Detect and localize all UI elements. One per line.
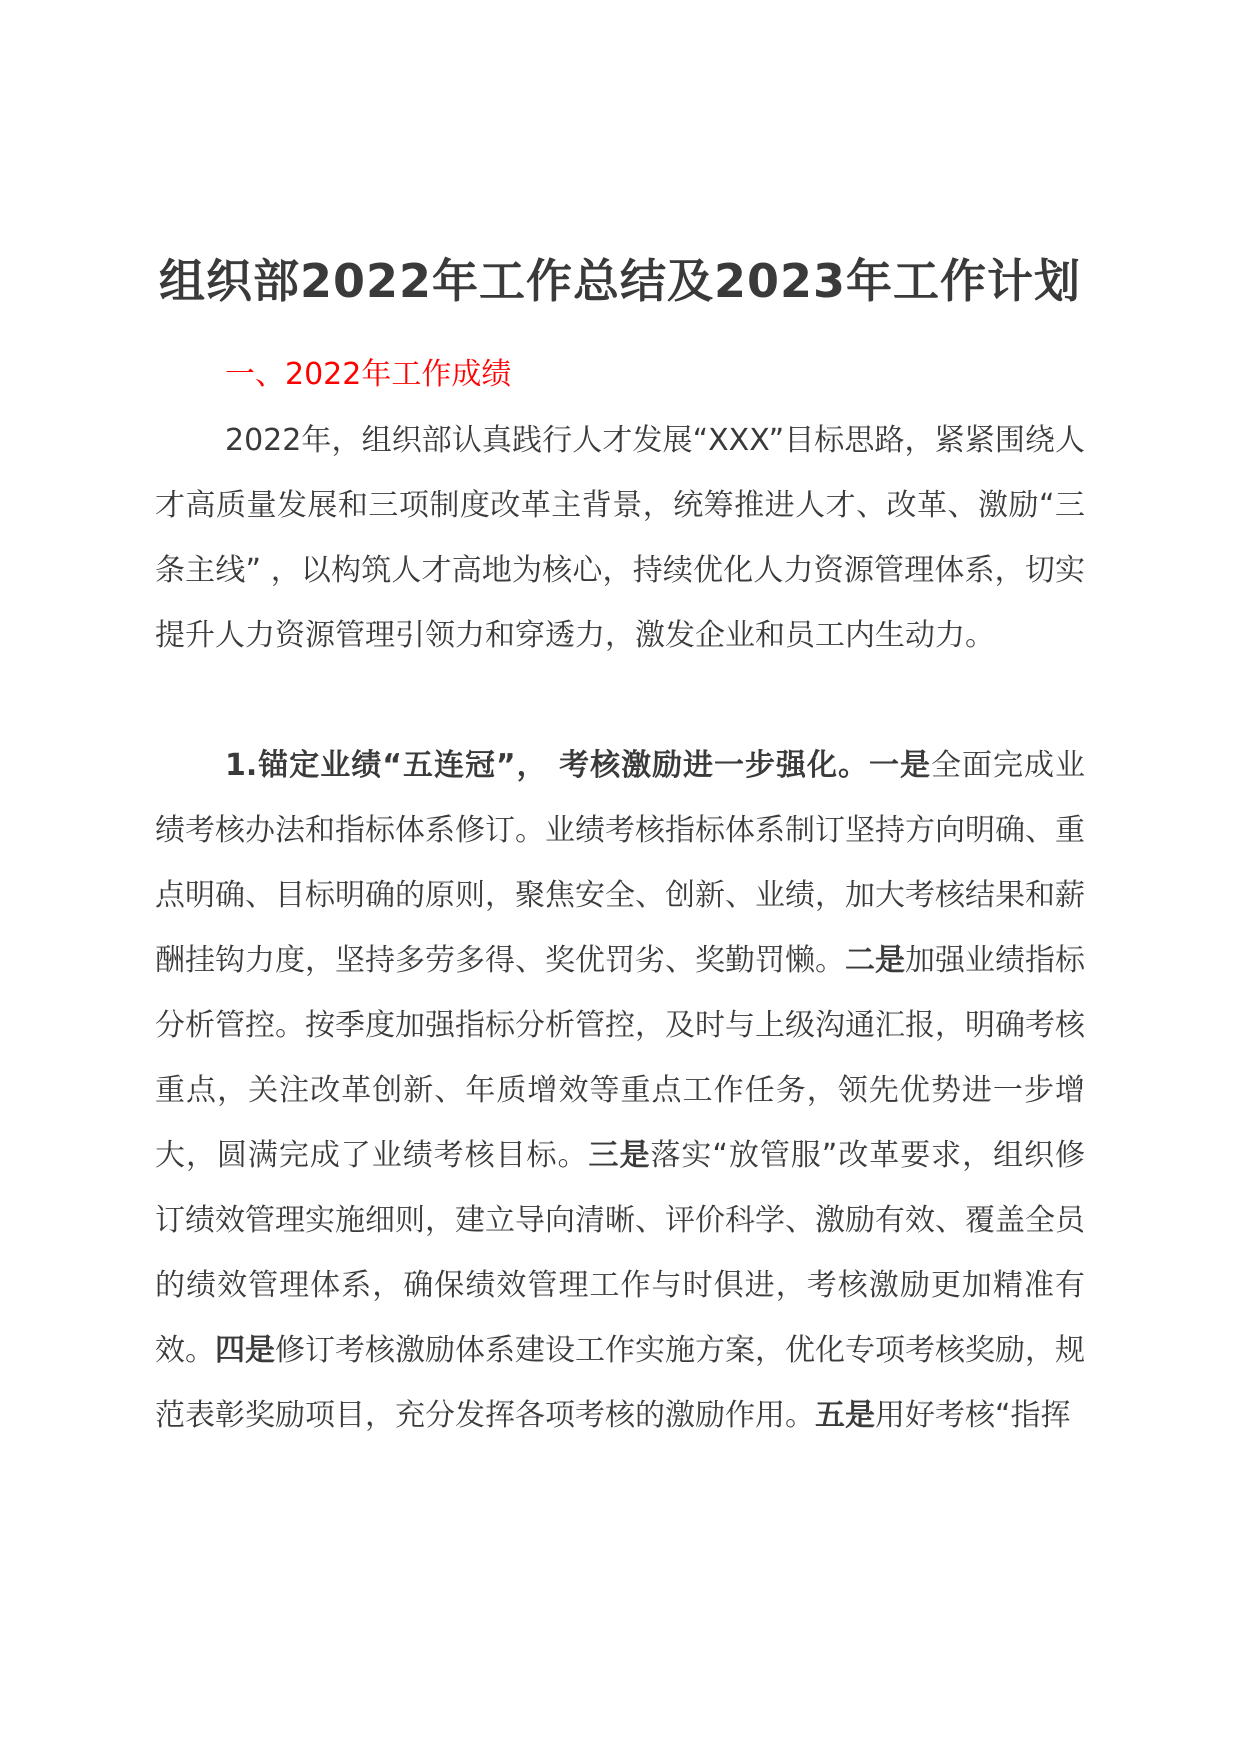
paragraph-text: 全面完成业绩考核办法和指标体系修订。业绩考核指标体系制订坚持方向明确、重点明确、目标明确的原则，聚焦安全、创新、业绩，加大考核结果和薪酬挂钩力度，坚持多劳多得、奖优罚劣、奖勤罚懒。 — [155, 748, 1085, 978]
paragraph-bold-marker: 五是 — [815, 1398, 875, 1433]
paragraph-item-1 — [155, 733, 1085, 1448]
paragraph-bold-marker: 二是 — [845, 943, 905, 978]
paragraph-bold-marker: 四是 — [215, 1333, 275, 1368]
paragraph-text: 用好考核“指挥 — [875, 1398, 1071, 1433]
paragraph-intro: 2022年，组织部认真践行人才发展“XXX”目标思路，紧紧围绕人才高质量发展和三项制度改革主背景，统筹推进人才、改革、激励“三条主线” ，以构筑人才高地为核心，持续优化人力资源管理体系，切实提升人力资源管理引领力和穿透力，激发企业和员工内生动力。 — [155, 423, 1085, 653]
paragraph-bold-marker: 三是 — [588, 1138, 651, 1173]
paragraph-lead-bold: 1.锚定业绩“五连冠”， 考核激励进一步强化。一是 — [225, 748, 932, 783]
paragraph-text: 落实“放管服”改革要求，组织修订绩效管理实施细则，建立导向清晰、评价科学、激励有效、覆盖全员的绩效管理体系，确保绩效管理工作与时俱进，考核激励更加精准有效。 — [155, 1138, 1086, 1368]
paragraph-text: 加强业绩指标分析管控。按季度加强指标分析管控，及时与上级沟通汇报，明确考核重点，关注改革创新、年质增效等重点工作任务，领先优势进一步增大，圆满完成了业绩考核目标。 — [155, 943, 1085, 1173]
paragraph-text: 修订考核激励体系建设工作实施方案，优化专项考核奖励，规范表彰奖励项目，充分发挥各项考核的激励作用。 — [155, 1333, 1085, 1433]
section-heading: 一、2022年工作成绩 — [225, 357, 512, 392]
document-title: 组织部2022年工作总结及2023年工作计划 — [158, 254, 1082, 308]
